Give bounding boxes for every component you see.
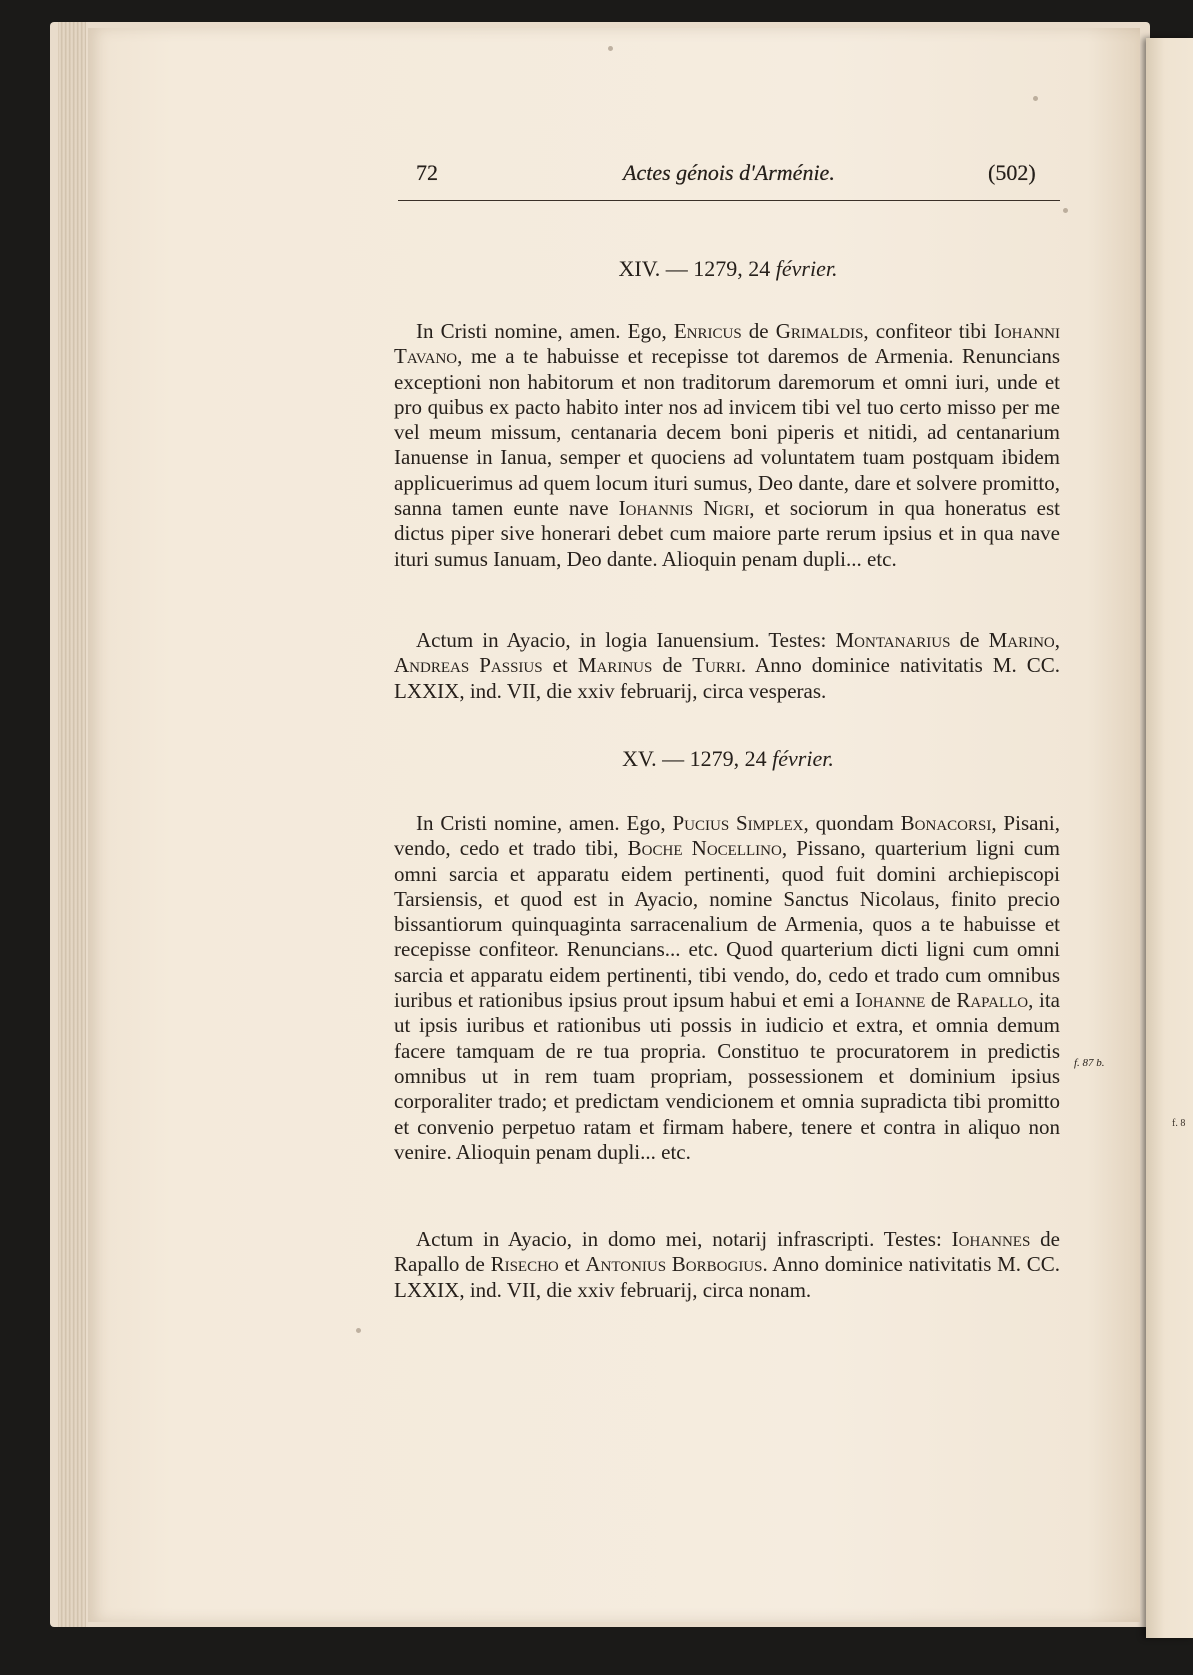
heading-dash: — xyxy=(665,256,688,281)
proper-name: Iohannis Nigri xyxy=(618,496,750,521)
proper-name: Iohanni Tavano xyxy=(394,319,1060,369)
proper-name: Rapallo xyxy=(956,988,1029,1013)
header-rule xyxy=(398,200,1060,201)
proper-name: Marinus xyxy=(577,653,653,678)
proper-name: Grimaldis xyxy=(775,319,864,343)
text-run: Actum in Ayacio, in logia Ianuensium. Testes: xyxy=(416,628,836,652)
document-number: (502) xyxy=(988,160,1036,185)
proper-name: Marino xyxy=(988,628,1055,652)
proper-name: Iohanne xyxy=(854,988,926,1013)
proper-name: Risecho xyxy=(490,1252,559,1277)
text-run: de xyxy=(950,628,989,652)
text-run: , xyxy=(1054,628,1060,652)
proper-name: Bonacorsi xyxy=(900,811,992,835)
running-head xyxy=(398,158,1060,198)
section-heading-xv xyxy=(396,746,1060,772)
proper-name: Turri xyxy=(692,653,741,678)
foxing-spot xyxy=(1063,208,1068,213)
heading-date: 1279, 24 xyxy=(689,746,767,771)
proper-name: Boche Nocellino xyxy=(627,836,782,861)
next-page-margin-note: f. 8 xyxy=(1172,1118,1186,1129)
text-run: et xyxy=(542,653,578,678)
text-run: de xyxy=(925,988,957,1013)
paragraph-xv-2 xyxy=(394,1227,1060,1303)
text-run: , ita ut ipsis iuribus et rationibus uti possis in iudicio et extra, et omnia demum facere tamquam de re tua propria. Constituo te procuratorem in predictis omnibus ut in rem tuam propriam, possessionem et dominium ipsius corporaliter trado; et predictam vendicionem et omnia supradicta tibi promitto et convenio perpetuo ratam et firmam habere, tenere et contra in aliquo non venire. Alioquin penam dupli... etc. xyxy=(394,988,1060,1164)
heading-month: février. xyxy=(775,256,838,281)
text-run: , Pisani, vendo, cedo et trado tibi, xyxy=(394,811,1061,861)
foxing-spot xyxy=(356,1328,361,1333)
paragraph-xv-1 xyxy=(394,811,1060,1165)
margin-folio-note: f. 87 b. xyxy=(1074,1057,1105,1069)
running-title: Actes génois d'Arménie. xyxy=(623,160,835,185)
text-run: . Anno dominice nativitatis M. CC. LXXIX, ind. VII, die xxiv februarij, circa nonam. xyxy=(394,1252,1060,1302)
text-run: , quondam xyxy=(803,811,901,835)
page-number: 72 xyxy=(416,160,438,185)
section-heading-xiv xyxy=(396,256,1060,282)
heading-dash: — xyxy=(662,746,685,771)
proper-name: Andreas Passius xyxy=(394,653,543,678)
heading-number: XIV. xyxy=(618,256,661,281)
proper-name: Montanarius xyxy=(835,628,951,652)
text-run: de xyxy=(652,653,693,678)
text-run: , et sociorum in qua honeratus est dictus piper sive honerari debet cum maiore parte rerum ipsius et in qua nave ituri sumus Ianuam, Deo dante. Alioquin penam dupli... etc. xyxy=(394,496,1060,571)
text-run: et xyxy=(558,1252,586,1277)
paragraph-xiv-1 xyxy=(394,319,1060,572)
foxing-spot xyxy=(1033,96,1038,101)
proper-name: Iohannes xyxy=(951,1227,1031,1251)
heading-number: XV. xyxy=(622,746,657,771)
heading-date: 1279, 24 xyxy=(693,256,771,281)
proper-name: Enricus xyxy=(673,319,742,343)
heading-month: février. xyxy=(772,746,834,771)
text-run: de xyxy=(741,319,776,343)
paragraph-xiv-2 xyxy=(394,628,1060,704)
text-run: . Anno dominice nativitatis M. CC. LXXIX, ind. VII, die xxiv februarij, circa vesperas. xyxy=(394,653,1060,703)
text-run: , me a te habuisse et recepisse tot daremos de Armenia. Renuncians exceptioni non habitorum et non traditorum daremorum et omni iuri, unde et pro quibus ex pacto habito inter nos ad invicem tibi vel tuo certo misso per me vel meum missum, centanaria decem boni piperis et nitidi, ad centanarium Ianuense in Ianua, semper et quociens ad voluntatem tuam postquam ibidem applicuerimus ad quem locum ituri sumus, Deo dante, dare et solvere promitto, sanna tamen eunte nave xyxy=(394,344,1060,521)
text-run: In Cristi nomine, amen. Ego, xyxy=(416,811,673,835)
text-run: In Cristi nomine, amen. Ego, xyxy=(416,319,674,343)
text-run: , confiteor tibi xyxy=(863,319,994,343)
text-run: Actum in Ayacio, in domo mei, notarij infrascripti. Testes: xyxy=(416,1227,952,1251)
proper-name: Pucius Simplex xyxy=(672,811,804,835)
text-run: de Rapallo de xyxy=(394,1227,1060,1277)
proper-name: Antonius Borbogius xyxy=(585,1252,763,1277)
text-run: , Pissano, quarterium ligni cum omni sarcia et apparatu eidem pertinenti, quod fuit domini archiepiscopi Tarsiensis, et quod est in Ayacio, nomine Sanctus Nicolaus, finito precio bissantiorum quinquaginta sarracenalium de Armenia, quos a te habuisse et recepisse confiteor. Renuncians... etc. Quod quarterium dicti ligni cum omni sarcia et apparatu eidem pertinenti, tibi vendo, do, cedo et trado cum omnibus iuribus et rationibus ipsius prout ipsum habui et emi a xyxy=(394,836,1060,1013)
foxing-spot xyxy=(608,46,613,51)
next-page-edge xyxy=(1146,38,1193,1638)
